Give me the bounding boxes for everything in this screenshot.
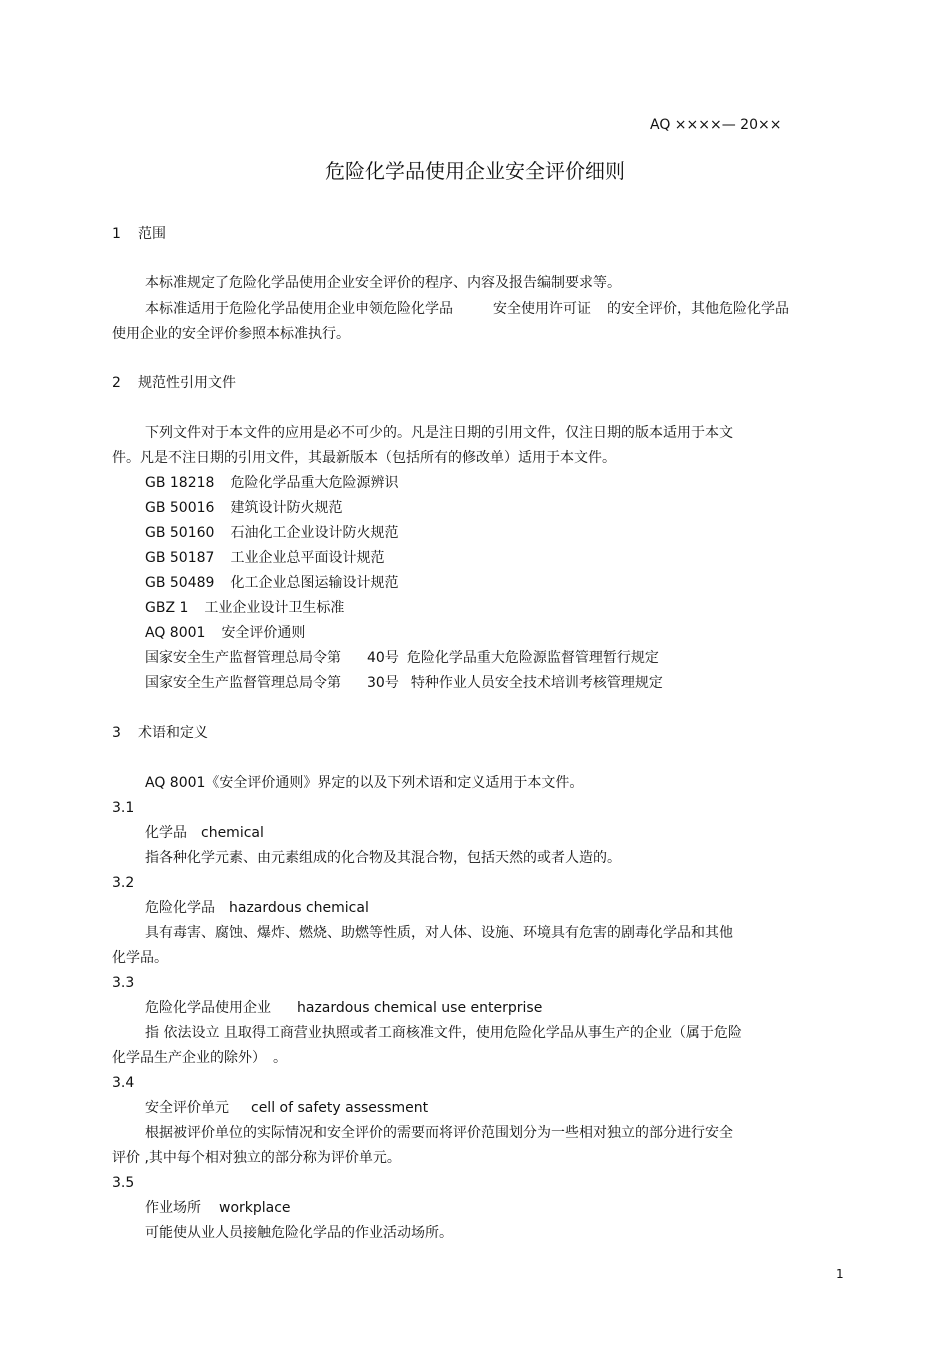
reference-item [145,524,398,542]
standard-number: AQ ××××— 20×× [650,117,782,133]
reference-name: 工业企业总平面设计规范 [230,550,385,566]
term-zh: 危险化学品使用企业 [145,1000,271,1016]
term-definition: 化学品生产企业的除外） 。 [112,1050,287,1066]
term-en: chemical [201,825,264,841]
reference-code: GB 50160 [145,525,215,541]
paragraph-line: 件。凡是不注日期的引用文件，其最新版本（包括所有的修改单）适用于本文件。 [112,450,616,466]
term-name [145,999,542,1017]
reference-name: 危险化学品重大危险源辨识 [230,475,399,491]
text-run: 本标准适用于危险化学品使用企业申领危险化学品 [145,301,453,317]
term-en: hazardous chemical use enterprise [297,1000,543,1016]
term-zh: 危险化学品 [145,900,215,916]
reference-item [145,624,305,642]
reference-code: AQ 8001 [145,625,206,641]
reference-name: 化工企业总图运输设计规范 [230,575,399,591]
text-run: 40号 [367,650,399,666]
term-name [145,899,369,917]
term-number: 3.2 [112,875,135,891]
section-3-heading [112,724,208,742]
term-number: 3.1 [112,800,135,816]
term-number: 3.5 [112,1175,135,1191]
term-definition: 指 依法设立 且取得工商营业执照或者工商核准文件，使用危险化学品从事生产的企业（属于危险 [145,1025,742,1041]
text-run: 特种作业人员安全技术培训考核管理规定 [410,675,663,691]
text-run: 危险化学品重大危险源监督管理暂行规定 [406,650,659,666]
text-run: 安全使用许可证 [493,301,591,317]
reference-name: 石油化工企业设计防火规范 [230,525,399,541]
term-zh: 化学品 [145,825,187,841]
section-number: 2 [112,375,121,391]
reference-name: 建筑设计防火规范 [230,500,343,516]
term-zh: 安全评价单元 [145,1100,229,1116]
term-definition: 根据被评价单位的实际情况和安全评价的需要而将评价范围划分为一些相对独立的部分进行安全 [145,1125,733,1141]
term-definition: 化学品。 [112,950,168,966]
term-name [145,1199,291,1217]
term-en: hazardous chemical [229,900,369,916]
paragraph-line: 使用企业的安全评价参照本标准执行。 [112,326,350,342]
reference-code: GB 18218 [145,475,215,491]
document-title: 危险化学品使用企业安全评价细则 [325,159,625,183]
reference-code: GB 50187 [145,550,215,566]
text-run: 30号 [367,675,399,691]
reference-item [145,649,659,667]
term-definition: 指各种化学元素、由元素组成的化合物及其混合物，包括天然的或者人造的。 [145,850,621,866]
text-run: 的安全评价，其他危险化学品 [607,301,789,317]
term-name [145,824,264,842]
section-number: 1 [112,226,121,242]
section-number: 3 [112,725,121,741]
reference-item [145,574,398,592]
term-zh: 作业场所 [145,1200,201,1216]
reference-code: GB 50489 [145,575,215,591]
reference-item [145,599,344,617]
section-title: 范围 [138,226,166,242]
paragraph-line [145,300,789,318]
reference-item [145,474,398,492]
term-en: cell of safety assessment [251,1100,429,1116]
term-en: workplace [219,1200,291,1216]
paragraph: AQ 8001《安全评价通则》界定的以及下列术语和定义适用于本文件。 [145,775,584,791]
reference-name: 安全评价通则 [221,625,306,641]
text-run: 国家安全生产监督管理总局令第 [145,675,341,691]
paragraph-line: 下列文件对于本文件的应用是必不可少的。凡是注日期的引用文件，仅注日期的版本适用于本文 [145,425,733,441]
term-number: 3.4 [112,1075,135,1091]
term-definition: 评价 ,其中每个相对独立的部分称为评价单元。 [112,1150,401,1166]
paragraph: 本标准规定了危险化学品使用企业安全评价的程序、内容及报告编制要求等。 [145,275,621,291]
term-name [145,1099,428,1117]
reference-code: GBZ 1 [145,600,189,616]
reference-name: 工业企业设计卫生标准 [204,600,345,616]
section-title: 术语和定义 [138,725,208,741]
term-number: 3.3 [112,975,135,991]
term-definition: 具有毒害、腐蚀、爆炸、燃烧、助燃等性质，对人体、设施、环境具有危害的剧毒化学品和其他 [145,925,733,941]
section-2-heading [112,374,236,392]
page-number: 1 [836,1267,844,1281]
section-1-heading [112,225,166,243]
section-title: 规范性引用文件 [138,375,236,391]
text-run: 国家安全生产监督管理总局令第 [145,650,341,666]
term-definition: 可能使从业人员接触危险化学品的作业活动场所。 [145,1225,453,1241]
reference-item [145,549,384,567]
reference-code: GB 50016 [145,500,215,516]
reference-item [145,499,342,517]
reference-item [145,674,663,692]
